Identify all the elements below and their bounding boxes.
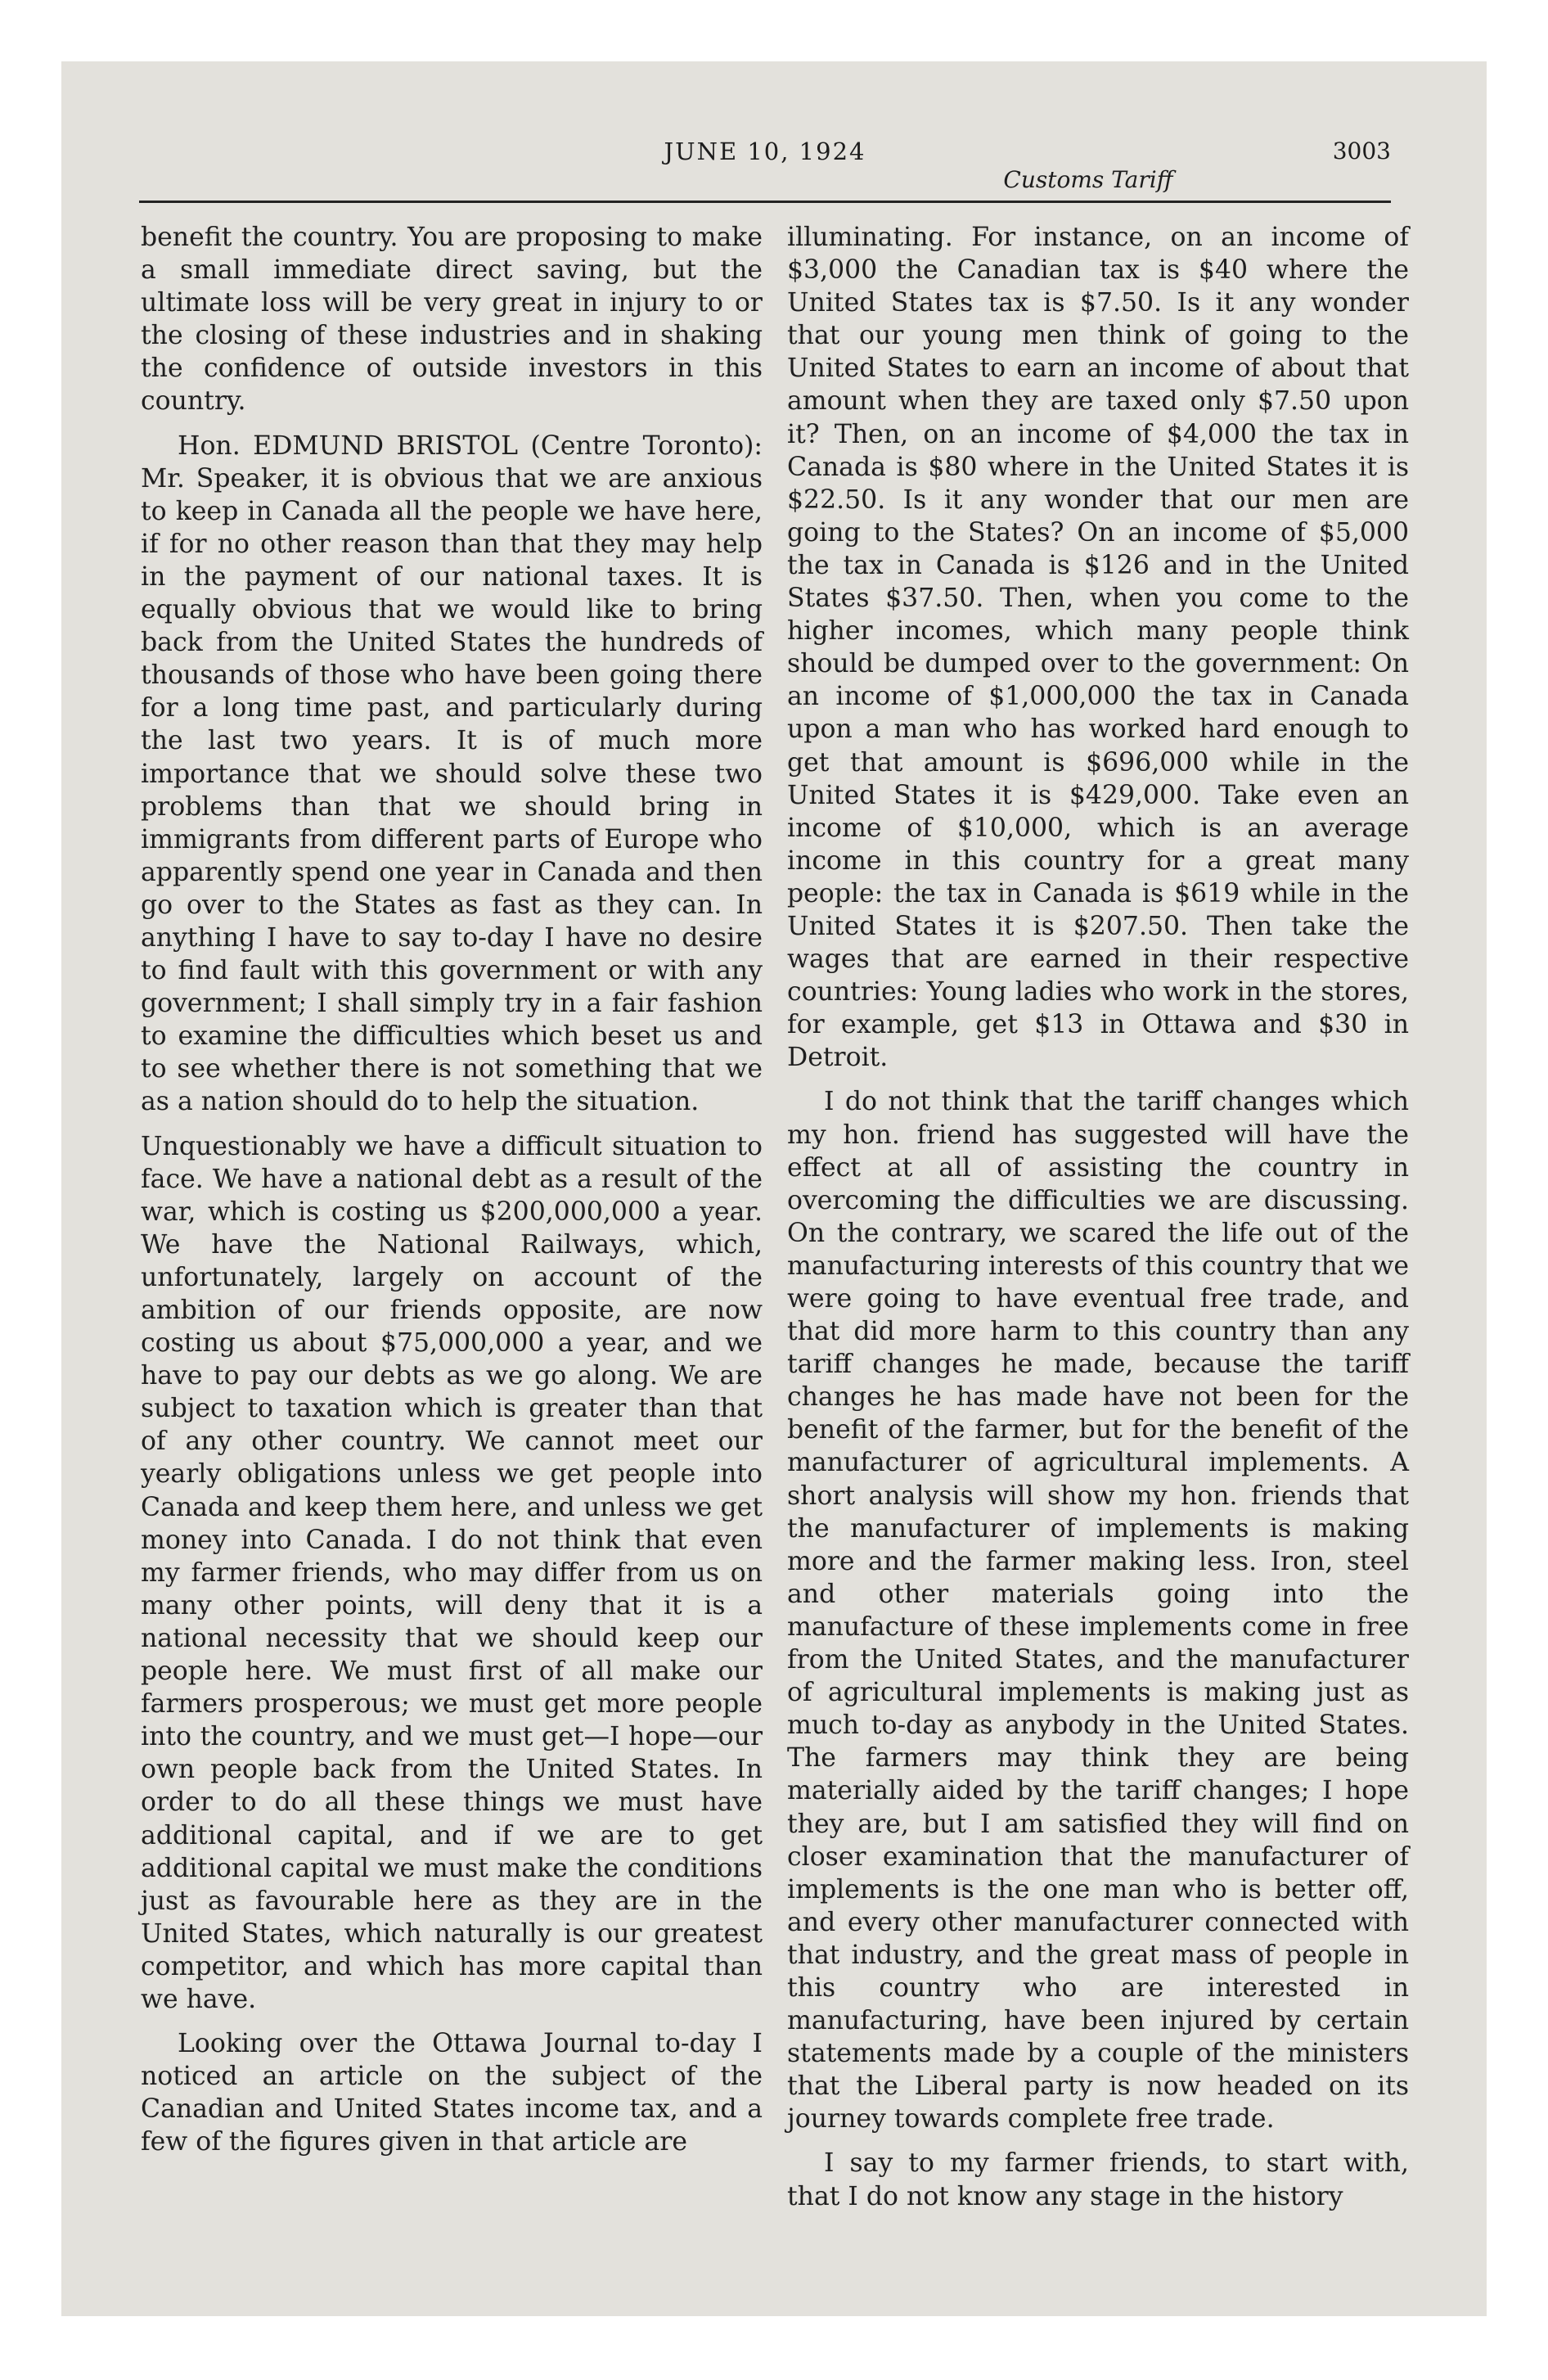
paragraph: I say to my farmer friends, to start with, that I do not know any stage in the history bbox=[787, 2148, 1409, 2211]
right-column bbox=[787, 221, 1409, 2224]
paragraph: Unquestionably we have a difficult situation to face. We have a national debt as a result of the war, which is costing us $200,000,000 a year. We have the National Railways, which, unfortunately, largely on account of the ambition of our friends opposite, are now costing us about $75,000,000 a year, and we have to pay our debts as we go along. We are subject to taxation which is greater than that of any other country. We cannot meet our yearly obligations unless we get people into Canada and keep them here, and unless we get money into Canada. I do not think that even my farmer friends, who may differ from us on many other points, will deny that it is a national necessity that we should keep our people here. We must first of all make our farmers prosperous; we must get more people into the country, and we must get—I hope—our own people back from the United States. In order to do all these things we must have additional capital, and if we are to get additional capital we must make the conditions just as favourable here as they are in the United States, which naturally is our greatest competitor, and which has more capital than we have. bbox=[141, 1131, 763, 2014]
header-rule bbox=[139, 201, 1391, 203]
header-section-title: Customs Tariff bbox=[1003, 166, 1173, 193]
page-header bbox=[139, 129, 1391, 211]
paragraph: Looking over the Ottawa Journal to-day I noticed an article on the subject of the Canadian and United States income tax, and a few of the figures given in that article are bbox=[141, 2029, 763, 2157]
header-date: JUNE 10, 1924 bbox=[664, 137, 866, 165]
paragraph: benefit the country. You are proposing to make a small immediate direct saving, but the ultimate loss will be very great in injury to or the closing of these industries and in shaking the confidence of outside investors in this country. bbox=[141, 223, 763, 417]
paragraph: Hon. EDMUND BRISTOL (Centre Toronto): Mr. Speaker, it is obvious that we are anxious to keep in Canada all the people we have here, if for no other reason than that they may help in the payment of our national taxes. It is equally obvious that we would like to bring back from the United States the hundreds of thousands of those who have been going there for a long time past, and particularly during the last two years. It is of much more importance that we should solve these two problems than that we should bring in immigrants from different parts of Europe who apparently spend one year in Canada and then go over to the States as fast as they can. In anything I have to say to-day I have no desire to find fault with this government or with any government; I shall simply try in a fair fashion to examine the difficulties which beset us and to see whether there is not something that we as a nation should do to help the situation. bbox=[141, 430, 763, 1117]
left-column bbox=[141, 221, 763, 2170]
paragraph: I do not think that the tariff changes which my hon. friend has suggested will have the effect at all of assisting the country in overcoming the difficulties we are discussing. On the contrary, we scared the life out of the manufacturing interests of this country that we were going to have eventual free trade, and that did more harm to this country than any tariff changes he made, because the tariff changes he has made have not been for the benefit of the farmer, but for the benefit of the manufacturer of agricultural implements. A short analysis will show my hon. friends that the manufacturer of implements is making more and the farmer making less. Iron, steel and other materials going into the manufacture of these implements come in free from the United States, and the manufacturer of agricultural implements is making just as much to-day as anybody in the United States. The farmers may think they are being materially aided by the tariff changes; I hope they are, but I am satisfied they will find on closer examination that the manufacturer of implements is the one man who is better off, and every other manufacturer connected with that industry, and the great mass of people in this country who are interested in manufacturing, have been injured by certain statements made by a couple of the ministers that the Liberal party is now headed on its journey towards complete free trade. bbox=[787, 1087, 1409, 2134]
page-number: 3003 bbox=[1332, 137, 1391, 165]
paragraph: illuminating. For instance, on an income of $3,000 the Canadian tax is $40 where the United States tax is $7.50. Is it any wonder that our young men think of going to the United States to earn an income of about that amount when they are taxed only $7.50 upon it? Then, on an income of $4,000 the tax in Canada is $80 where in the United States it is $22.50. Is it any wonder that our men are going to the States? On an income of $5,000 the tax in Canada is $126 and in the United States $37.50. Then, when you come to the higher incomes, which many people think should be dumped over to the government: On an income of $1,000,000 the tax in Canada upon a man who has worked hard enough to get that amount is $696,000 while in the United States it is $429,000. Take even an income of $10,000, which is an average income in this country for a great many people: the tax in Canada is $619 while in the United States it is $207.50. Then take the wages that are earned in their respective countries: Young ladies who work in the stores, for example, get $13 in Ottawa and $30 in Detroit. bbox=[787, 223, 1409, 1073]
